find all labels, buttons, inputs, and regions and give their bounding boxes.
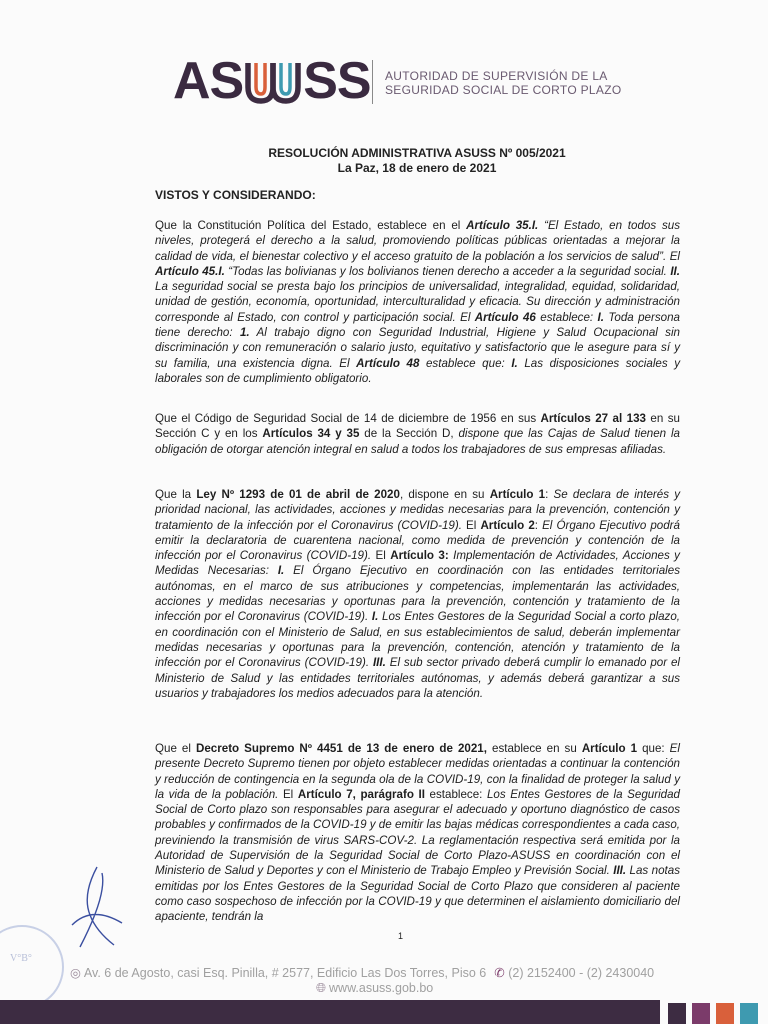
paragraph-text-run: El Órgano Ejecutivo podrá emitir la declaratoria de cuarentena nacional, como medida de prevención y contención de la infección por el Coronavirus (COVID-19). [155, 518, 680, 563]
paragraph-text-run: establece: [535, 310, 598, 324]
resolution-date: La Paz, 18 de enero de 2021 [337, 161, 497, 175]
header-divider [372, 60, 373, 104]
resolution-number: RESOLUCIÓN ADMINISTRATIVA ASUSS Nº 005/2021 [268, 146, 566, 160]
paragraph-text-run: I. [511, 356, 518, 370]
paragraph-text-run: : [534, 518, 543, 532]
paragraph-text-run: establece que: [419, 356, 512, 370]
paragraph-text-run: I. [597, 310, 604, 324]
paragraph-decree-4451 [155, 741, 680, 925]
footer-square-dark [668, 1003, 686, 1024]
paragraph-text-run: El sub sector privado deberá cumplir lo emanado por el Ministerio de Salud y las entidades territoriales autónomas, y además deberá garantizar a sus usuarios y trabajadores los medios adecuados para la atención. [155, 656, 680, 700]
org-name-line2: SEGURIDAD SOCIAL DE CORTO PLAZO [385, 83, 622, 97]
paragraph-text-run: que: [637, 742, 670, 755]
paragraph-text-run: Artículos 27 al 133 [540, 412, 646, 425]
asuss-logo [173, 52, 371, 110]
footer-contact [70, 965, 654, 980]
paragraph-constitution [155, 218, 680, 386]
footer-phones: (2) 2152400 - (2) 2430040 [508, 966, 655, 980]
resolution-title [0, 146, 768, 176]
paragraph-text-run: El [371, 549, 391, 563]
paragraph-text-run: Se declara de interés y prioridad nacional, las actividades, acciones y medidas necesarias para la prevención, contención y tratamiento de la infección por el Coronavirus (COVID-19). [155, 488, 680, 532]
paragraph-text-run: Artículo 1 [489, 488, 546, 501]
paragraph-text-run: Las notas emitidas por los Entes Gestores de la Seguridad Social de Corto Plazo que consideren al paciente como caso sospechoso de infección por la COVID-19 y que determinen el aislamiento domiciliario del apaciente, tendrán la [155, 864, 681, 924]
location-icon: ◎ [70, 966, 81, 980]
logo-text-right: SS [303, 52, 371, 110]
paragraph-text-run: El Órgano Ejecutivo en coordinación con las entidades territoriales autónomas, en el marco de sus atribuciones y competencias, implementarán las actividades, acciones y medidas necesarias y oportunas para la prevención, contención y tratamiento de la infección por el Coronavirus (COVID-19). [155, 564, 680, 624]
globe-icon: 🌐︎ [316, 981, 327, 995]
paragraph-text-run: Artículo 48 [356, 356, 420, 370]
paragraph-text-run: III. [613, 864, 627, 878]
paragraph-text-run: I. [277, 564, 285, 578]
paragraph-text-run: dispone que las Cajas de Salud tienen la obligación de otorgar atención integral en salud a todos los trabajadores de sus empresas afiliadas. [155, 427, 680, 456]
footer-square-purple [692, 1003, 710, 1024]
footer-square-orange [716, 1003, 734, 1024]
paragraph-text-run: 1. [239, 326, 250, 340]
paragraph-text-run: Las disposiciones sociales y laborales son de cumplimiento obligatorio. [155, 356, 680, 385]
paragraph-text-run: : [545, 488, 554, 501]
paragraph-text-run: establece: [424, 787, 487, 801]
paragraph-text-run: El [278, 787, 298, 801]
paragraph-text-run: Los Entes Gestores de la Seguridad Social de Corto plazo son responsables para asegurar el adecuado y oportuno diagnóstico de casos probables y confirmados de la COVID-19 y de emitir las bajas médicas correspondientes a cada caso, previniendo la transmisión de virus SARS-COV-2. La reglamentación respectiva será emitida por la Autoridad de Supervisión de la Seguridad Social de Corto Plazo-ASUSS en coordinación con el Ministerio de Salud y Deportes y con el Ministerio de Trabajo Empleo y Previsión Social. [155, 787, 680, 878]
logo-mark-icon [244, 57, 302, 105]
paragraph-text-run: Al trabajo digno con Seguridad Industrial, Higiene y Salud Ocupacional sin discriminación y con remuneración o salario justo, equitativo y satisfactorio que le asegure para sí y su familia, una existencia digna. El [155, 326, 681, 370]
paragraph-text-run: El [461, 518, 481, 532]
page-number: 1 [398, 931, 404, 941]
paragraph-text-run: Artículo 7, parágrafo II [297, 787, 425, 801]
paragraph-text-run: Que la [155, 488, 197, 501]
handwritten-signature [62, 865, 132, 950]
paragraph-text-run: Artículo 3: [390, 549, 449, 563]
paragraph-text-run: Artículo 35.I. [466, 219, 539, 232]
paragraph-text-run: Ley Nº 1293 de 01 de abril de 2020 [196, 488, 400, 501]
paragraph-text-run: en su Sección C y en los [155, 412, 680, 441]
official-seal-icon: V°B° [0, 925, 64, 1009]
paragraph-text-run: Decreto Supremo Nº 4451 de 13 de enero de 2021, [195, 742, 487, 755]
paragraph-text-run: Artículo 1 [581, 742, 638, 755]
paragraph-text-run: Artículo 45.I. [155, 264, 225, 278]
organization-name [385, 69, 621, 97]
paragraph-text-run: Toda persona tiene derecho: [155, 310, 680, 340]
paragraph-text-run: “El Estado, en todos sus niveles, protegerá el derecho a la salud, promoviendo políticas públicas orientadas a mejorar la calidad de vida, el bienestar colectivo y el acceso gratuito de la población a los servicios de salud”. El [155, 219, 680, 263]
paragraph-text-run: Que el [155, 742, 196, 755]
paragraph-text-run: La seguridad social se presta bajo los principios de universalidad, integralidad, equidad, solidaridad, unidad de gestión, economía, oportunidad, interculturalidad y eficacia. Su dirección y administración corresponde al Estado, con control y participación social. El [155, 280, 680, 324]
paragraph-text-run: Los Entes Gestores de la Seguridad Social a corto plazo, en coordinación con el Ministerio de Salud, en sus establecimientos de salud, deberán implementar medidas necesarias y oportunas para la prevención, contención, atención y tratamiento de la infección por el Coronavirus (COVID-19). [155, 610, 680, 670]
footer-website: www.asuss.gob.bo [329, 981, 434, 995]
footer-square-teal [740, 1003, 758, 1024]
paragraph-text-run: Artículos 34 y 35 [262, 427, 360, 441]
paragraph-text-run: III. [372, 656, 386, 670]
paragraph-text-run: establece en su [486, 742, 582, 755]
paragraph-text-run: I. [371, 610, 379, 624]
section-heading: VISTOS Y CONSIDERANDO: [155, 188, 316, 202]
paragraph-text-run: Que el Código de Seguridad Social de 14 de diciembre de 1956 en sus [155, 412, 541, 425]
paragraph-text-run: Que la Constitución Política del Estado, establece en el [155, 219, 467, 232]
paragraph-law-1293 [155, 487, 680, 701]
paragraph-social-security-code [155, 411, 680, 457]
paragraph-text-run: Artículo 2 [480, 518, 535, 532]
footer-web [316, 981, 433, 996]
footer-brand-bar [0, 1000, 660, 1024]
phone-icon: ✆ [494, 966, 505, 980]
paragraph-text-run: El presente Decreto Supremo tienen por objeto establecer medidas orientadas a continuar la contención y reducción de contingencia en la segunda ola de la COVID-19, con la finalidad de proteger la salud y la vida de la población. [155, 742, 680, 801]
org-name-line1: AUTORIDAD DE SUPERVISIÓN DE LA [385, 69, 608, 83]
footer-address: Av. 6 de Agosto, casi Esq. Pinilla, # 2577, Edificio Las Dos Torres, Piso 6 [83, 966, 487, 980]
paragraph-text-run: II. [670, 264, 680, 278]
paragraph-text-run: Artículo 46 [474, 310, 536, 324]
paragraph-text-run: , dispone en su [399, 488, 490, 501]
paragraph-text-run: de la Sección D, [359, 427, 459, 441]
paragraph-text-run: Implementación de Actividades, Acciones y Medidas Necesarias: [155, 549, 680, 578]
paragraph-text-run: “Todas las bolivianas y los bolivianos tienen derecho a acceder a la seguridad social. [224, 264, 671, 278]
logo-text-left: AS [173, 52, 244, 110]
